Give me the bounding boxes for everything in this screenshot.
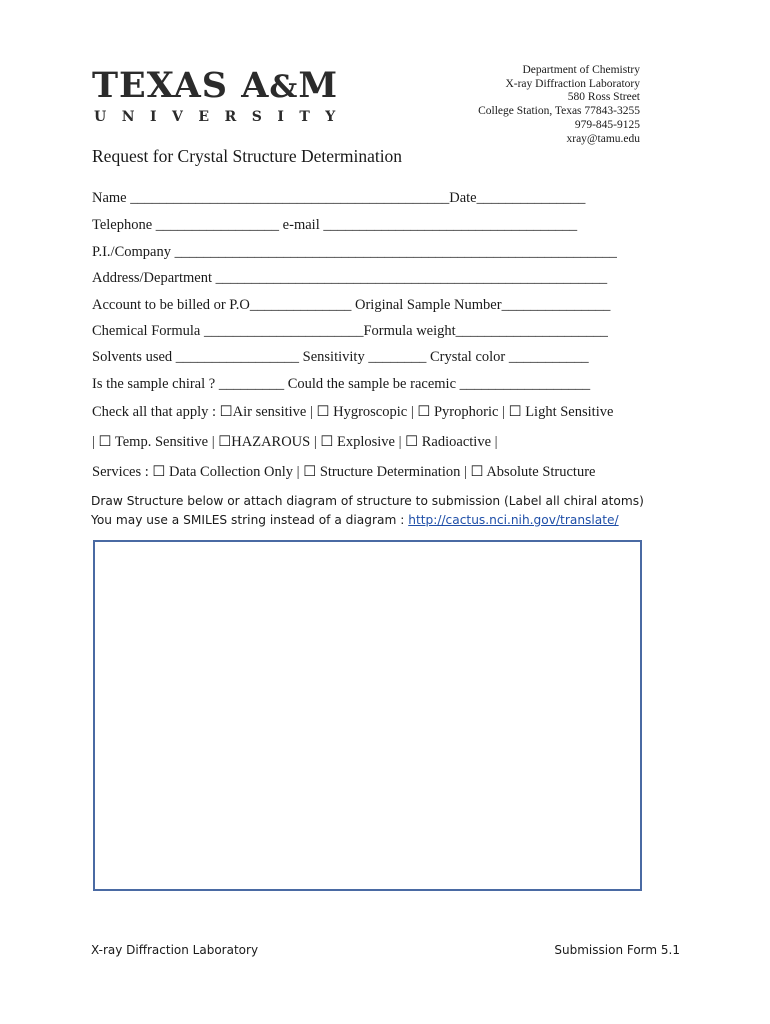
- university-logo-wordmark: [92, 65, 339, 106]
- logo-ampersand: &: [269, 69, 299, 105]
- address-department: Department of Chemistry: [522, 64, 640, 76]
- address-street: 580 Ross Street: [567, 91, 640, 104]
- draw-structure-instruction: Draw Structure below or attach diagram of structure to submission (Label all chiral atoms): [91, 494, 644, 508]
- form-title: Request for Crystal Structure Determination: [92, 146, 403, 166]
- chiral-racemic-row[interactable]: Is the sample chiral ? _________ Could the sample be racemic __________________: [92, 376, 591, 392]
- hazard-checkboxes-row[interactable]: | ☐ Temp. Sensitive | ☐HAZAROUS | ☐ Explosive | ☐ Radioactive |: [92, 434, 498, 450]
- logo-name-end: M: [298, 65, 339, 106]
- address-lab: X-ray Diffraction Laboratory: [505, 77, 640, 90]
- address-department-row[interactable]: Address/Department ______________________________________________________: [92, 270, 608, 286]
- solvents-sensitivity-color-row[interactable]: Solvents used _________________ Sensitivity ________ Crystal color ___________: [92, 349, 589, 365]
- address-email: xray@tamu.edu: [566, 132, 640, 145]
- footer-lab-name: X-ray Diffraction Laboratory: [91, 943, 259, 957]
- structure-drawing-area[interactable]: [93, 540, 642, 891]
- services-checkboxes-row[interactable]: Services : ☐ Data Collection Only | ☐ Structure Determination | ☐ Absolute Structure: [92, 464, 596, 480]
- address-phone: 979-845-9125: [574, 118, 640, 131]
- address-city: College Station, Texas 77843-3255: [478, 105, 640, 118]
- name-date-row[interactable]: Name ____________________________________________Date_______________: [92, 190, 586, 206]
- check-all-that-apply-row[interactable]: Check all that apply : ☐Air sensitive | ☐ Hygroscopic | ☐ Pyrophoric | ☐ Light Sensitive: [92, 404, 614, 420]
- smiles-instruction: [91, 512, 619, 528]
- account-sample-number-row[interactable]: Account to be billed or P.O______________ Original Sample Number_______________: [92, 297, 611, 313]
- department-address-block: [478, 64, 640, 146]
- pi-company-row[interactable]: P.I./Company _____________________________________________________________: [92, 244, 617, 260]
- formula-weight-row[interactable]: Chemical Formula ______________________Formula weight_____________________: [92, 323, 608, 339]
- smiles-translate-link[interactable]: http://cactus.nci.nih.gov/translate/: [408, 513, 619, 527]
- university-logo-subtitle: UNIVERSITY: [94, 109, 351, 125]
- telephone-email-row[interactable]: Telephone _________________ e-mail ___________________________________: [92, 217, 578, 233]
- smiles-instruction-text: You may use a SMILES string instead of a diagram :: [91, 513, 409, 527]
- footer-form-version: Submission Form 5.1: [554, 943, 680, 957]
- logo-name: TEXAS A: [92, 65, 270, 106]
